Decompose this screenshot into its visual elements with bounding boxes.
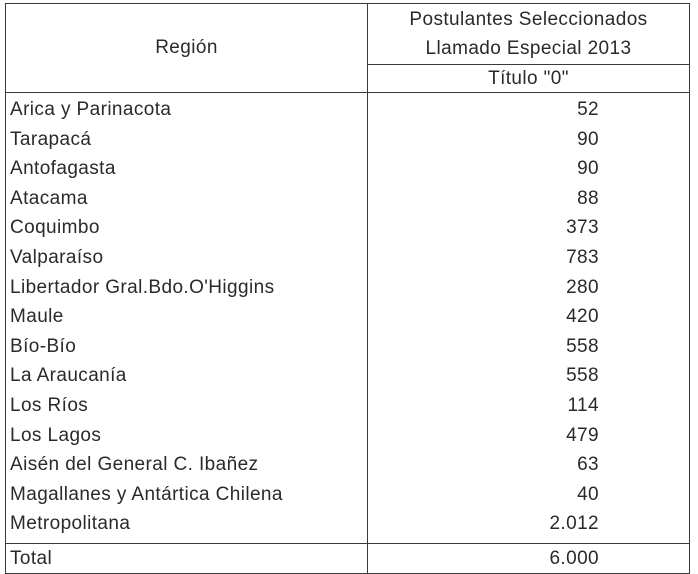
table-row: [6, 125, 690, 155]
value-cell: 52: [368, 93, 690, 125]
table-row: [6, 509, 690, 543]
table-row: [6, 450, 690, 480]
value-cell: 373: [368, 213, 690, 243]
header-row: [6, 4, 690, 65]
value-cell: 420: [368, 302, 690, 332]
value-cell: 114: [368, 391, 690, 421]
table-body: [6, 93, 690, 544]
value-cell: 280: [368, 273, 690, 303]
column-title-line1: Postulantes Seleccionados: [409, 9, 648, 31]
titulo-subheader: Título "0": [368, 64, 690, 92]
region-cell: Magallanes y Antártica Chilena: [6, 480, 368, 510]
region-cell: Libertador Gral.Bdo.O'Higgins: [6, 273, 368, 303]
value-cell: 88: [368, 184, 690, 214]
region-cell: Aisén del General C. Ibañez: [6, 450, 368, 480]
table-row: [6, 93, 690, 125]
table-row: [6, 421, 690, 451]
table-row: [6, 480, 690, 510]
table-row: [6, 213, 690, 243]
postulantes-column-header: [368, 4, 690, 65]
region-cell: Bío-Bío: [6, 332, 368, 362]
table-row: [6, 302, 690, 332]
region-cell: Tarapacá: [6, 125, 368, 155]
region-cell: Atacama: [6, 184, 368, 214]
total-label: Total: [6, 543, 368, 573]
table-row: [6, 332, 690, 362]
region-cell: Antofagasta: [6, 154, 368, 184]
column-title-line2: Llamado Especial 2013: [425, 38, 632, 60]
value-cell: 2.012: [368, 509, 690, 543]
region-cell: Metropolitana: [6, 509, 368, 543]
region-cell: La Araucanía: [6, 361, 368, 391]
data-table-container: [5, 3, 689, 569]
region-cell: Coquimbo: [6, 213, 368, 243]
region-cell: Arica y Parinacota: [6, 93, 368, 125]
table-row: [6, 361, 690, 391]
region-cell: Los Lagos: [6, 421, 368, 451]
table-row: [6, 184, 690, 214]
total-value: 6.000: [368, 543, 690, 573]
value-cell: 783: [368, 243, 690, 273]
table-row: [6, 273, 690, 303]
table-row: [6, 154, 690, 184]
value-cell: 90: [368, 154, 690, 184]
region-cell: Valparaíso: [6, 243, 368, 273]
value-cell: 558: [368, 332, 690, 362]
region-cell: Maule: [6, 302, 368, 332]
value-cell: 90: [368, 125, 690, 155]
postulantes-table: [5, 3, 690, 574]
table-row: [6, 391, 690, 421]
value-cell: 40: [368, 480, 690, 510]
region-column-header: Región: [6, 4, 368, 93]
value-cell: 479: [368, 421, 690, 451]
table-row: [6, 243, 690, 273]
region-cell: Los Ríos: [6, 391, 368, 421]
value-cell: 63: [368, 450, 690, 480]
total-row: [6, 543, 690, 573]
value-cell: 558: [368, 361, 690, 391]
